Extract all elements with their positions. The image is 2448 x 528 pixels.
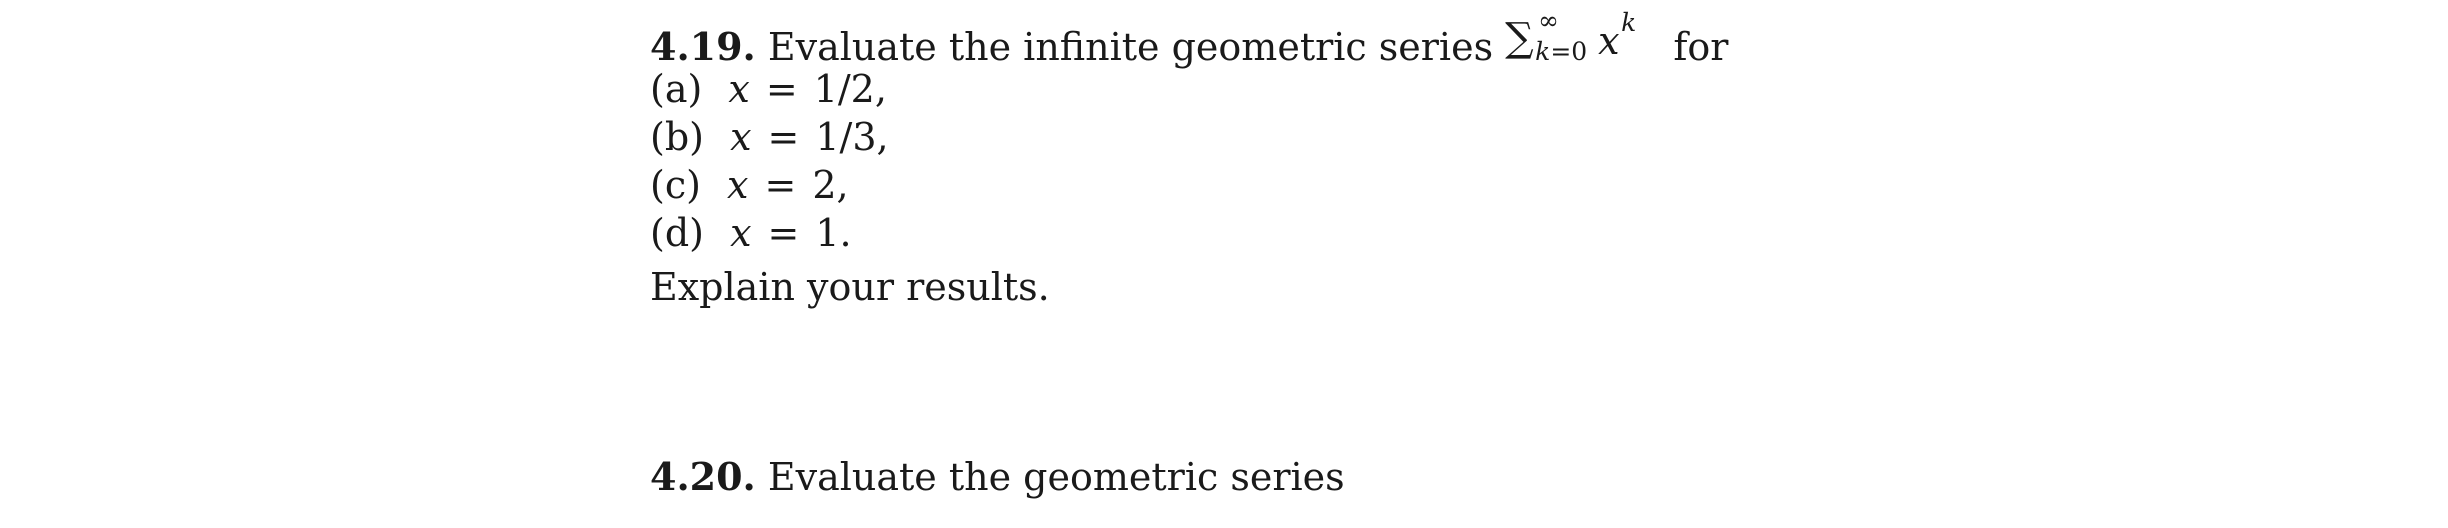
part-variable: x: [730, 211, 752, 255]
part-d: [650, 211, 852, 255]
problem-intro: Evaluate the infinite geometric series: [767, 25, 1494, 69]
part-a: [650, 67, 887, 111]
sum-index-start: =0: [1550, 37, 1588, 66]
part-label: (d): [650, 211, 704, 255]
sum-symbol: ∑: [1505, 15, 1534, 61]
series-term-base: x: [1598, 19, 1620, 63]
part-value: 1/3,: [815, 115, 889, 159]
problem-number: 4.19.: [650, 24, 756, 69]
part-label: (b): [650, 115, 704, 159]
part-label: (c): [650, 163, 701, 207]
part-value: 2,: [812, 163, 849, 207]
problem-4-19-statement: [650, 6, 1729, 69]
part-variable: x: [728, 67, 750, 111]
equals-sign: =: [767, 211, 800, 255]
part-variable: x: [730, 115, 752, 159]
part-c: [650, 163, 849, 207]
trailing-word: for: [1673, 25, 1729, 69]
part-value: 1/2,: [813, 67, 887, 111]
series-term-exponent: k: [1621, 8, 1637, 37]
part-value: 1.: [815, 211, 852, 255]
part-b: [650, 115, 889, 159]
problem-4-20-statement: [650, 454, 1345, 499]
equals-sign: =: [764, 163, 797, 207]
equals-sign: =: [765, 67, 798, 111]
sum-index-var: k: [1535, 37, 1551, 66]
sum-lower-limit: [1535, 39, 1587, 64]
part-label: (a): [650, 67, 703, 111]
problem-number: 4.20.: [650, 454, 756, 499]
problem-text: Evaluate the geometric series: [767, 455, 1345, 499]
sum-upper-limit: ∞: [1538, 6, 1559, 35]
part-variable: x: [727, 163, 749, 207]
equals-sign: =: [767, 115, 800, 159]
series-formula: [1505, 6, 1637, 66]
closing-line: Explain your results.: [650, 265, 1050, 309]
